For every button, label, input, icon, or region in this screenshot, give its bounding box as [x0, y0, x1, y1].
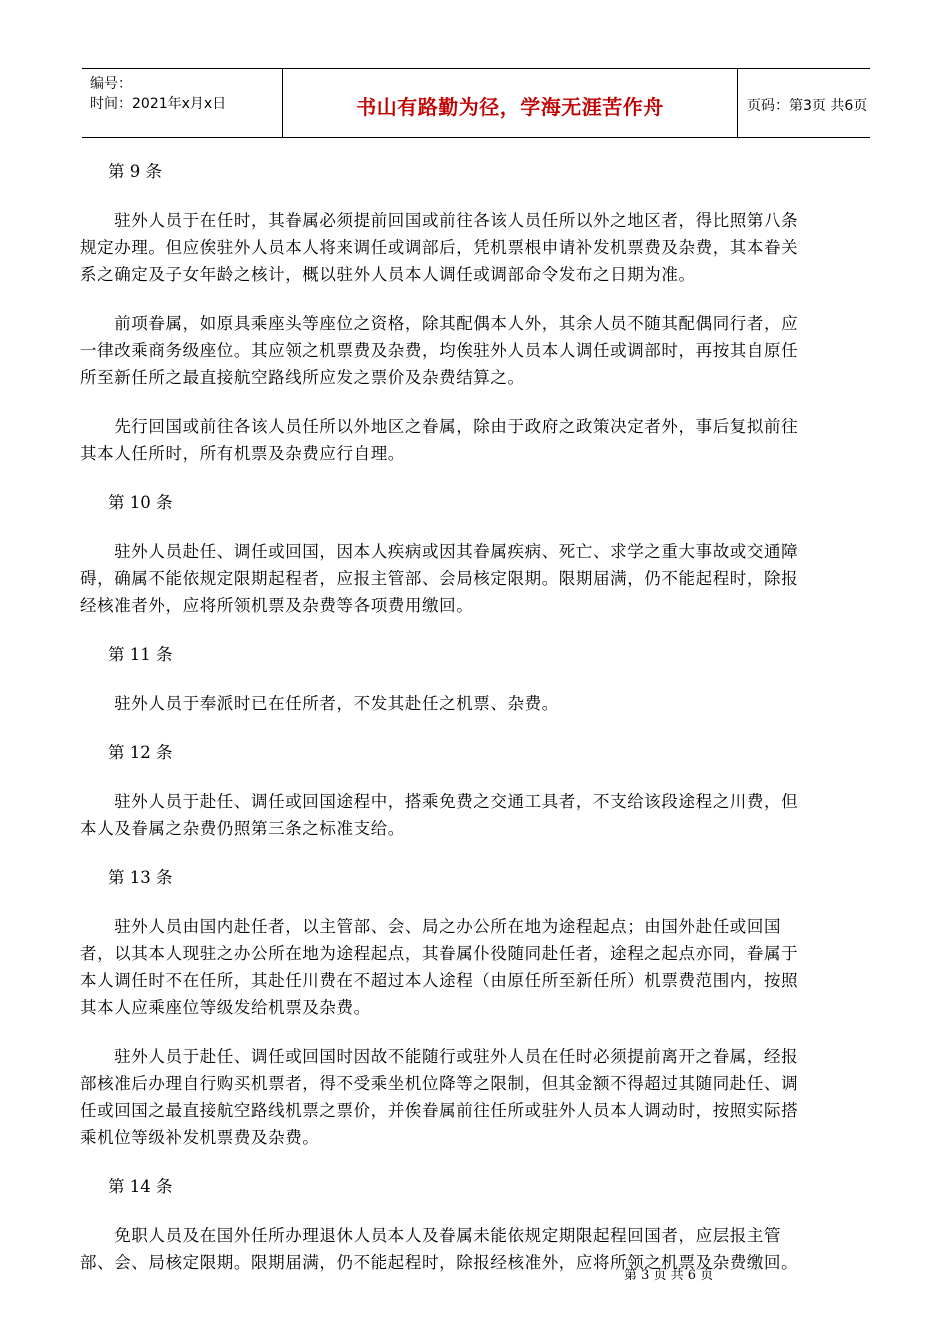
paragraph-line: 驻外人员于赴任、调任或回国时因故不能随行或驻外人员在任时必须提前离开之眷属，经报: [80, 1047, 799, 1066]
paragraph-line: 一律改乘商务级座位。其应领之机票费及杂费，均俟驻外人员本人调任或调部时，再按其自原任: [80, 341, 799, 360]
paragraph: [80, 1222, 873, 1276]
paragraph: [80, 207, 873, 288]
paragraph-line: 经核准者外，应将所领机票及杂费等各项费用缴回。: [80, 596, 474, 615]
document-header: [82, 68, 870, 138]
paragraph-line: 免职人员及在国外任所办理退休人员本人及眷属未能依规定期限起程回国者，应层报主管: [80, 1226, 782, 1245]
paragraph-line: 者，以其本人现驻之办公所在地为途程起点，其眷属仆役随同赴任者，途程之起点亦同，眷属于: [80, 944, 799, 963]
paragraph-line: 驻外人员于赴任、调任或回国途程中，搭乘免费之交通工具者，不支给该段途程之川费，但: [80, 792, 799, 811]
paragraph: [80, 538, 873, 619]
page-code: 页码：第3页 共6页: [747, 98, 868, 114]
article-heading: 第 14 条: [108, 1177, 173, 1196]
paragraph-line: 部、会、局核定限期。限期届满，仍不能起程时，除报经核准外，应将所领之机票及杂费缴回。: [80, 1253, 799, 1272]
paragraph-line: 本人及眷属之杂费仍照第三条之标准支给。: [80, 819, 405, 838]
paragraph-line: 前项眷属，如原具乘座头等座位之资格，除其配偶本人外，其余人员不随其配偶同行者，应: [80, 314, 799, 333]
paragraph-line: 部核准后办理自行购买机票者，得不受乘坐机位降等之限制，但其金额不得超过其随同赴任、调: [80, 1074, 799, 1093]
paragraph-line: 所至新任所之最直接航空路线所应发之票价及杂费结算之。: [80, 368, 525, 387]
paragraph-line: 碍，确属不能依规定限期起程者，应报主管部、会局核定限期。限期届满，仍不能起程时，除报: [80, 569, 799, 588]
header-motto-cell: [282, 69, 738, 137]
paragraph-line: 其本人任所时，所有机票及杂费应行自理。: [80, 444, 405, 463]
article-heading: 第 11 条: [108, 645, 173, 664]
paragraph-line: 乘机位等级补发机票费及杂费。: [80, 1128, 320, 1147]
paragraph: [80, 690, 873, 717]
paragraph-line: 驻外人员由国内赴任者，以主管部、会、局之办公所在地为途程起点；由国外赴任或回国: [80, 917, 782, 936]
paragraph-line: 驻外人员于在任时，其眷属必须提前回国或前往各该人员任所以外之地区者，得比照第八条: [80, 211, 799, 230]
paragraph: [80, 1043, 873, 1151]
article-heading: 第 9 条: [108, 162, 162, 181]
header-page-cell: [737, 69, 870, 137]
paragraph: [80, 788, 873, 842]
motto: 书山有路勤为径，学海无涯苦作舟: [356, 95, 664, 119]
paragraph-line: 本人调任时不在任所，其赴任川费在不超过本人途程（由原任所至新任所）机票费范围内，按照: [80, 971, 799, 990]
paragraph-line: 系之确定及子女年龄之核计，概以驻外人员本人调任或调部命令发布之日期为准。: [80, 265, 696, 284]
paragraph-line: 先行回国或前往各该人员任所以外地区之眷属，除由于政府之政策决定者外，事后复拟前往: [80, 417, 799, 436]
paragraph-line: 驻外人员赴任、调任或回国，因本人疾病或因其眷属疾病、死亡、求学之重大事故或交通障: [80, 542, 799, 561]
paragraph-line: 规定办理。但应俟驻外人员本人将来调任或调部后，凭机票根申请补发机票费及杂费，其本眷关: [80, 238, 799, 257]
paragraph-line: 任或回国之最直接航空路线机票之票价，并俟眷属前往任所或驻外人员本人调动时，按照实际搭: [80, 1101, 799, 1120]
article-heading: 第 12 条: [108, 743, 173, 762]
article-heading: 第 10 条: [108, 493, 173, 512]
paragraph-line: 驻外人员于奉派时已在任所者，不发其赴任之机票、杂费。: [80, 694, 559, 713]
paragraph: [80, 310, 873, 391]
paragraph: [80, 413, 873, 467]
page-footer: 第 3 页 共 6 页: [624, 1268, 714, 1283]
date-label: 时间：2021年x月x日: [90, 96, 227, 112]
number-label: 编号：: [90, 76, 132, 92]
paragraph-line: 其本人应乘座位等级发给机票及杂费。: [80, 998, 371, 1017]
paragraph: [80, 913, 873, 1021]
article-heading: 第 13 条: [108, 868, 173, 887]
header-meta-cell: [82, 69, 282, 137]
